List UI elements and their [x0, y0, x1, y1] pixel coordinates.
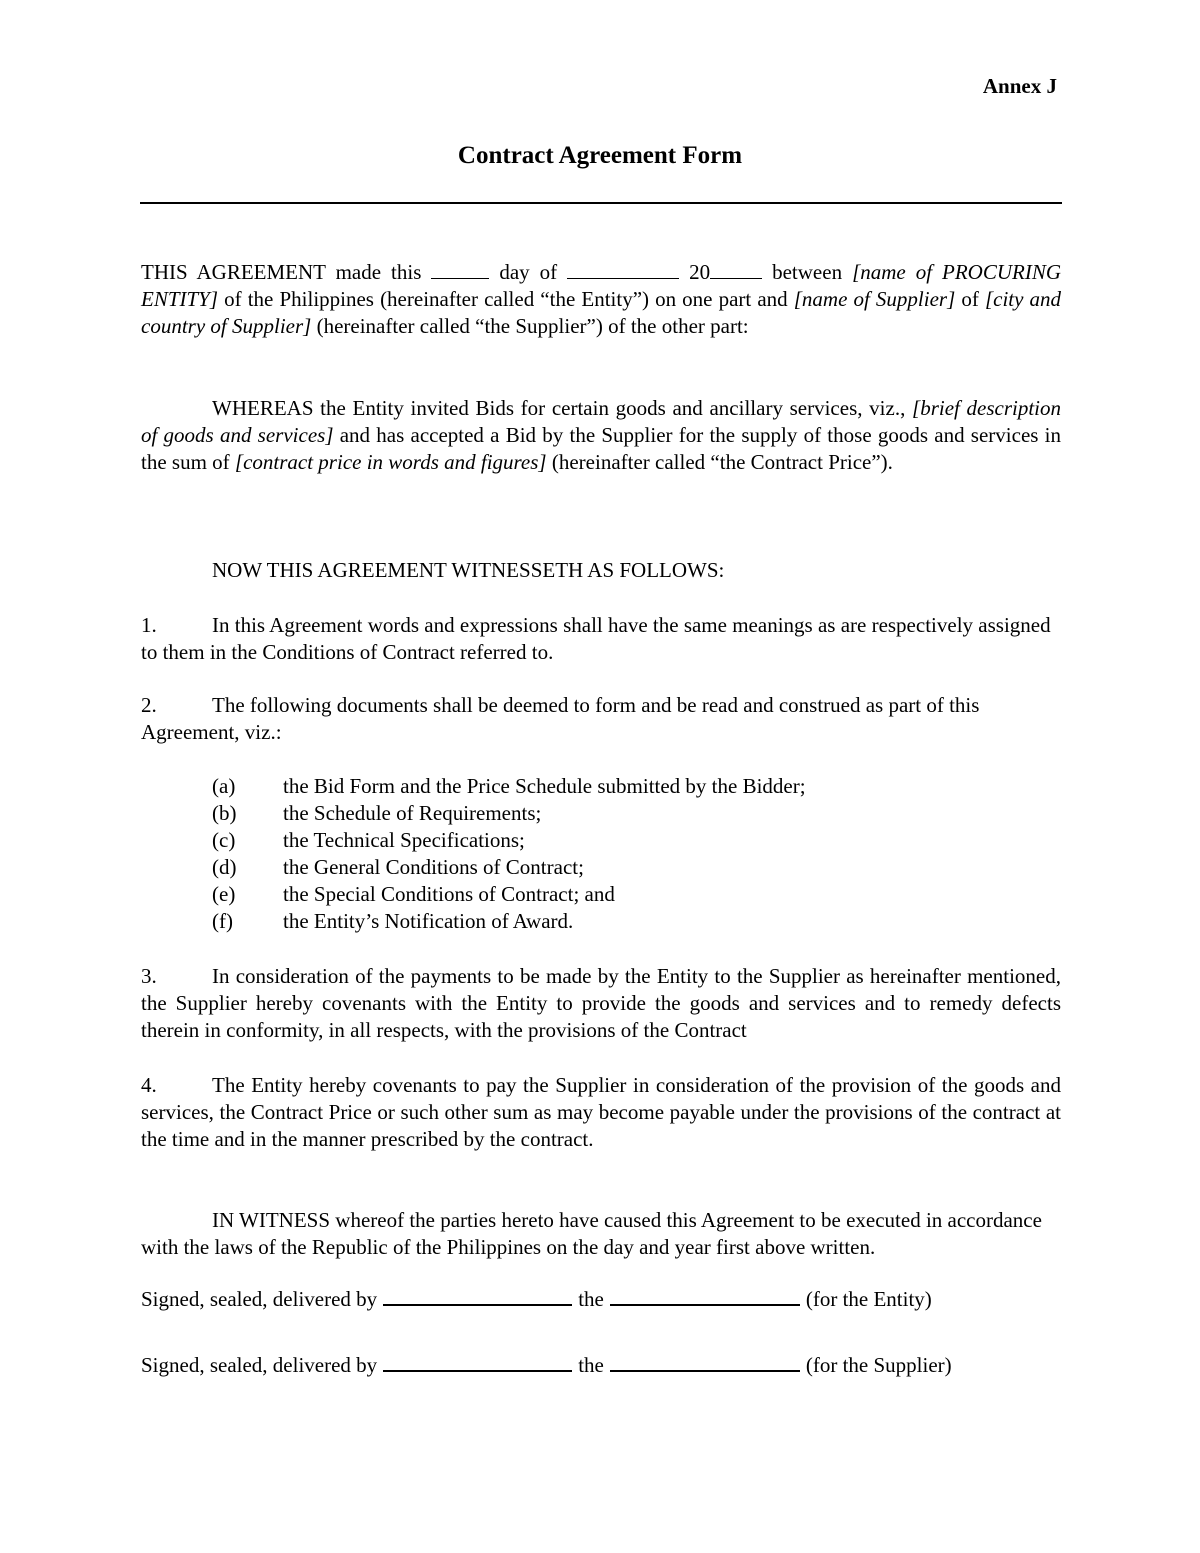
signature-blank	[383, 1303, 572, 1306]
list-item-text: the Special Conditions of Contract; and	[283, 882, 615, 906]
intro-text-6: of	[961, 287, 979, 311]
clause-number: 3.	[141, 964, 157, 988]
clause-2	[141, 692, 1061, 746]
signature-the: the	[578, 1287, 604, 1311]
list-item-text: the Schedule of Requirements;	[283, 801, 542, 825]
intro-text-5: of the Philippines (hereinafter called “the Entity”) on one part and	[224, 287, 788, 311]
annex-label: Annex J	[982, 74, 1057, 98]
whereas-paragraph	[141, 395, 1061, 476]
list-item	[212, 854, 1062, 881]
signature-blank	[610, 1369, 800, 1372]
entity-signature-line	[141, 1286, 932, 1313]
placeholder-supplier-name: [name of Supplier]	[793, 287, 956, 311]
clause-number: 1.	[141, 613, 157, 637]
month-blank	[567, 277, 679, 279]
signature-prefix: Signed, sealed, delivered by	[141, 1353, 378, 1377]
clause-1	[141, 612, 1061, 666]
signature-the: the	[578, 1353, 604, 1377]
signature-blank	[610, 1303, 800, 1306]
intro-text-7: (hereinafter called “the Supplier”) of the other part:	[316, 314, 749, 338]
placeholder-procuring-entity: [name of PROCURING ENTITY]	[141, 260, 1062, 311]
intro-text-3: 20	[689, 260, 711, 284]
intro-text-2: day of	[499, 260, 558, 284]
list-item-label: (f)	[212, 909, 233, 933]
clause-number: 2.	[141, 693, 157, 717]
signature-blank	[383, 1369, 572, 1372]
signature-prefix: Signed, sealed, delivered by	[141, 1287, 378, 1311]
whereas-text-1: WHEREAS the Entity invited Bids for certain goods and ancillary services, viz.,	[212, 396, 906, 420]
year-blank	[710, 277, 762, 279]
placeholder-goods-description: [brief description of goods and services]	[141, 396, 1062, 447]
intro-text-1: THIS AGREEMENT made this	[141, 260, 422, 284]
title-divider	[140, 202, 1062, 204]
list-item	[212, 800, 1062, 827]
list-item	[212, 881, 1062, 908]
whereas-text-2: and has accepted a Bid by the Supplier for the supply of those goods and services in the sum of	[141, 423, 1061, 474]
placeholder-contract-price: [contract price in words and figures]	[234, 450, 547, 474]
list-item	[212, 908, 1062, 935]
intro-text-4: between	[772, 260, 843, 284]
list-item-label: (c)	[212, 828, 236, 852]
witnesseth-heading: NOW THIS AGREEMENT WITNESSETH AS FOLLOWS:	[212, 558, 725, 582]
list-item-text: the Entity’s Notification of Award.	[283, 909, 574, 933]
list-item-label: (d)	[212, 855, 237, 879]
list-item	[212, 827, 1062, 854]
witness-paragraph: IN WITNESS whereof the parties hereto have caused this Agreement to be executed in accordance with the laws of the Republic of the Philippines on the day and year first above written.	[141, 1208, 1042, 1259]
list-item-label: (e)	[212, 882, 236, 906]
whereas-text-3: (hereinafter called “the Contract Price”).	[551, 450, 893, 474]
list-item-label: (b)	[212, 801, 237, 825]
day-blank	[431, 277, 489, 279]
list-item-text: the General Conditions of Contract;	[283, 855, 584, 879]
signature-suffix-entity: (for the Entity)	[805, 1287, 932, 1311]
clause-text: In this Agreement words and expressions shall have the same meanings as are respectively assigned to them in the Conditions of Contract referred to.	[141, 613, 1051, 664]
list-item-label: (a)	[212, 774, 236, 798]
list-item-text: the Bid Form and the Price Schedule submitted by the Bidder;	[283, 774, 806, 798]
clause-text: The Entity hereby covenants to pay the Supplier in consideration of the provision of the goods and services, the Contract Price or such other sum as may become payable under the provisions of the contract at the time and in the manner prescribed by the contract.	[141, 1073, 1061, 1151]
documents-list	[212, 773, 1062, 935]
signature-suffix-supplier: (for the Supplier)	[805, 1353, 952, 1377]
supplier-signature-line	[141, 1352, 952, 1379]
document-title: Contract Agreement Form	[457, 142, 743, 169]
clause-3	[141, 963, 1061, 1044]
clause-4	[141, 1072, 1061, 1153]
list-item-text: the Technical Specifications;	[283, 828, 525, 852]
intro-paragraph	[141, 259, 1061, 340]
placeholder-supplier-city: [city and country of Supplier]	[141, 287, 1062, 338]
clause-number: 4.	[141, 1073, 157, 1097]
clause-text: The following documents shall be deemed to form and be read and construed as part of this Agreement, viz.:	[141, 693, 980, 744]
clause-text: In consideration of the payments to be made by the Entity to the Supplier as hereinafter mentioned, the Supplier hereby covenants with the Entity to provide the goods and services and to remedy defects therein in conformity, in all respects, with the provisions of the Contract	[141, 964, 1061, 1042]
list-item	[212, 773, 1062, 800]
